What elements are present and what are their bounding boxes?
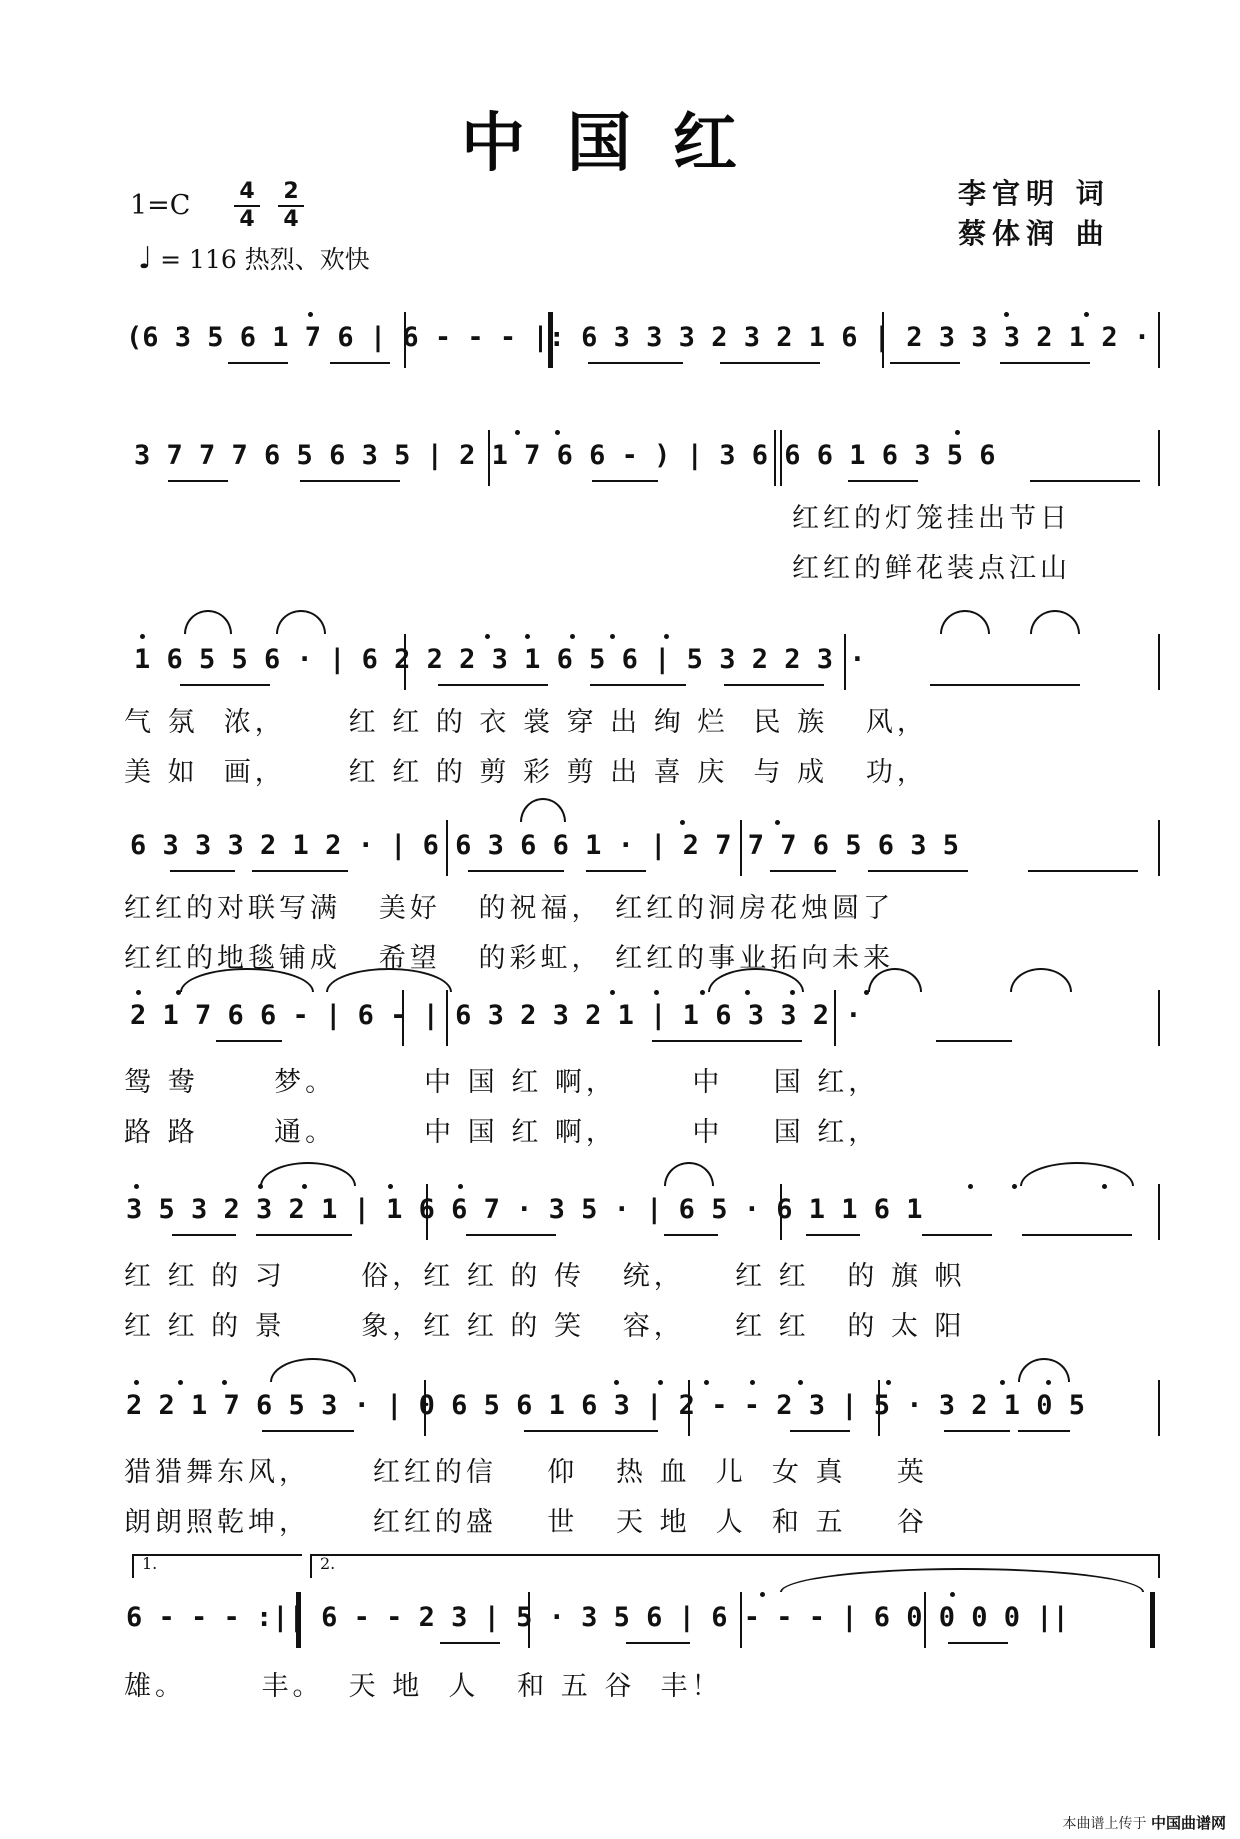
notes-line: 2 2 1 7 6 5 3 · | 0 6 5 6 1 6 3 | 2 - - 2 3 | 5 · 3 2 1 0 5 [126,1390,1086,1421]
volta-first-ending [132,1554,302,1578]
site-logo-text: 中国曲谱网 [1150,1814,1226,1832]
lyrics-row-2-verse-2: 红红的鲜花装点江山 [792,553,1071,584]
notes-line: 6 - - - :|| 6 - - 2 3 | 5 · 3 5 6 | 6 - - - | 6 0 0 0 0 || [126,1602,1069,1633]
notation-row-5 [0,996,1240,1036]
song-title: 中国红 [461,106,779,181]
volta-label: 2. [320,1554,336,1573]
upload-credit [1063,1812,1226,1833]
notation-row-1 [0,318,1240,358]
lyrics-row-6-verse-1: 红 红 的 习 俗，红 红 的 传 统， 红 红 的 旗 帜 [124,1261,966,1292]
notation-row-4 [0,826,1240,866]
notes-line: (6 3 5 6 1 7 6 | 6 - - - |: 6 3 3 3 2 3 2 1 6 | 2 3 3 3 2 1 2 · [126,322,1151,353]
lyrics-row-8: 雄。 丰。 天 地 人 和 五 谷 丰！ [124,1671,723,1702]
lyrics-row-6-verse-2: 红 红 的 景 象，红 红 的 笑 容， 红 红 的 太 阳 [124,1311,966,1342]
tempo-marking [138,240,370,276]
time-signature-2-4 [274,180,308,232]
lyrics-row-2-verse-1: 红红的灯笼挂出节日 [792,503,1071,534]
lyrics-row-4-verse-1: 红红的对联写满 美好 的祝福， 红红的洞房花烛圆了 [124,893,895,924]
lyrics-row-5-verse-1: 鸳 鸯 梦。 中 国 红 啊， 中 国 红， [124,1067,880,1098]
time-signature-4-4 [230,180,264,232]
composer-credit: 蔡体润 曲 [958,217,1110,250]
lyrics-row-7-verse-1: 猎猎舞东风， 红红的信 仰 热 血 儿 女 真 英 [124,1457,928,1488]
lyrics-row-7-verse-2: 朗朗照乾坤， 红红的盛 世 天 地 人 和 五 谷 [124,1507,928,1538]
meter-numerator: 2 [283,179,299,204]
lyricist-credit: 李官明 词 [958,177,1110,210]
notation-row-2 [0,436,1240,476]
volta-label: 1. [142,1554,158,1573]
key-signature: 1=C [130,190,191,221]
notes-line: 6 3 3 3 2 1 2 · | 6 6 3 6 6 1 · | 2 7 7 7 6 5 6 3 5 [130,830,960,861]
meter-denominator: 4 [239,207,255,232]
lyrics-row-4-verse-2: 红红的地毯铺成 希望 的彩虹， 红红的事业拓向未来 [124,943,895,974]
notes-line: 1 6 5 5 6 · | 6 2 2 2 3 1 6 5 6 | 5 3 2 2 3 · [134,644,866,675]
notes-line: 2 1 7 6 6 - | 6 - | 6 3 2 3 2 1 | 1 6 3 3 2 · [130,1000,862,1031]
notation-row-3 [0,640,1240,680]
lyrics-row-5-verse-2: 路 路 通。 中 国 红 啊， 中 国 红， [124,1117,880,1148]
notation-row-6 [0,1190,1240,1230]
footer-prefix: 本曲谱上传于 [1062,1816,1147,1832]
tempo-text: = 116 热烈、欢快 [160,245,370,274]
notes-line: 3 7 7 7 6 5 6 3 5 | 2 1 7 6 6 - ) | 3 6 6 6 1 6 3 5 6 [134,440,996,471]
notation-row-7 [0,1386,1240,1426]
meter-numerator: 4 [239,179,255,204]
meter-denominator: 4 [283,207,299,232]
notation-row-8 [0,1598,1240,1638]
quarter-note-icon: ♩ [138,241,153,276]
lyrics-row-3-verse-1: 气 氛 浓， 红 红 的 衣 裳 穿 出 绚 烂 民 族 风， [124,707,928,738]
lyrics-row-3-verse-2: 美 如 画， 红 红 的 剪 彩 剪 出 喜 庆 与 成 功， [124,757,928,788]
notes-line: 3 5 3 2 3 2 1 | 1 6 6 7 · 3 5 · | 6 5 · 6 1 1 6 1 [126,1194,923,1225]
